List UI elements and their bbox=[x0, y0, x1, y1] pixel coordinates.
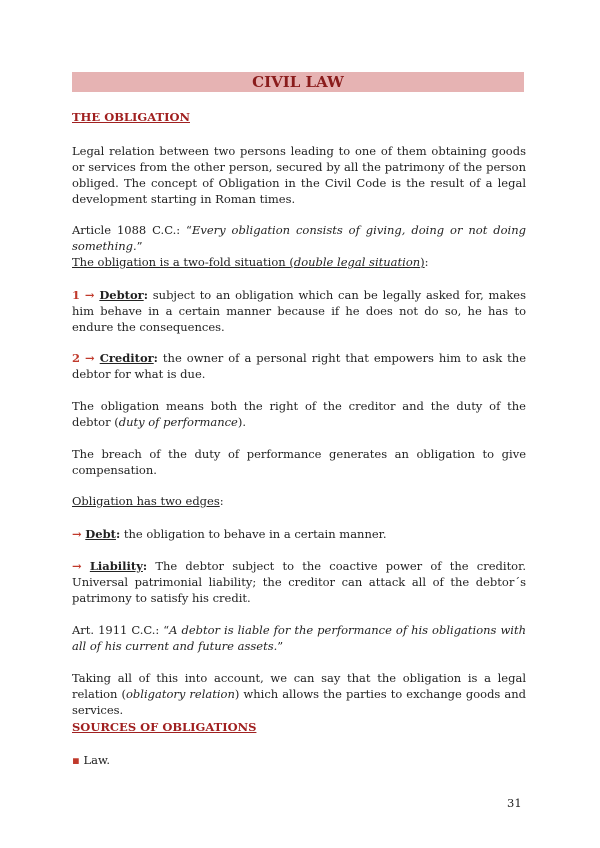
arrow-right-icon: → bbox=[85, 351, 95, 365]
creditor-colon: : bbox=[153, 351, 158, 365]
liability-term: Liability bbox=[89, 559, 143, 573]
section-heading-sources: SOURCES OF OBLIGATIONS bbox=[72, 720, 257, 734]
article-1911-suffix: ” bbox=[277, 639, 284, 653]
debtor-term: Debtor bbox=[99, 288, 144, 302]
twofold-colon: : bbox=[424, 255, 429, 269]
edges-colon: : bbox=[219, 494, 224, 508]
liability-text: The debtor subject to the coactive power of the creditor. Universal patrimonial liability; the creditor can attack all of the debtor´s patrimony to satisfy his credit. bbox=[72, 559, 526, 605]
debt-colon: : bbox=[115, 527, 121, 541]
paragraph-definition: Legal relation between two persons leading to one of them obtaining goods or services from the other person, secured by all the patrimony of the person obliged. The concept of Obligation in the Civil Code is the result of a legal development starting in Roman times. bbox=[72, 144, 526, 206]
arrow-right-icon: → bbox=[84, 288, 95, 302]
debtor-number: 1 bbox=[72, 288, 81, 302]
twofold-italic: double legal situation bbox=[293, 255, 421, 269]
paragraph-duty bbox=[72, 398, 526, 430]
creditor-number: 2 bbox=[72, 351, 81, 365]
article-1088-quote: Every obligation consists of giving, doing or not doing something. bbox=[72, 223, 526, 253]
arrow-right-icon: → bbox=[72, 527, 82, 541]
twofold-end: ) bbox=[420, 255, 425, 269]
page-number: 31 bbox=[507, 796, 522, 810]
conclusion-italic: obligatory relation bbox=[125, 687, 235, 701]
conclusion-end: ) which allows the parties to exchange goods and services. bbox=[72, 687, 526, 717]
creditor-text: the owner of a personal right that empowers him to ask the debtor for what is due. bbox=[72, 351, 527, 381]
twofold-intro bbox=[72, 254, 526, 270]
list-item-law bbox=[72, 752, 526, 768]
article-1911 bbox=[72, 622, 526, 654]
debtor-colon: : bbox=[143, 288, 148, 302]
article-1911-prefix: Art. 1911 C.C.: “ bbox=[72, 623, 170, 637]
twofold-text: The obligation is a two-fold situation ( bbox=[72, 255, 294, 269]
debt-text: the obligation to behave in a certain manner. bbox=[120, 527, 387, 541]
law-text: Law. bbox=[79, 753, 111, 767]
debtor-text: subject to an obligation which can be legally asked for, makes him behave in a certain manner because if he does not do so, he has to endure the consequences. bbox=[72, 288, 526, 334]
debtor-definition bbox=[72, 287, 526, 335]
section-heading-obligation: THE OBLIGATION bbox=[72, 110, 190, 124]
bullet-icon: ▪ bbox=[72, 753, 80, 767]
duty-end: ). bbox=[237, 415, 247, 429]
duty-text: The obligation means both the right of the creditor and the duty of the debtor ( bbox=[72, 399, 526, 429]
arrow-right-icon: → bbox=[72, 559, 82, 573]
conclusion-text: Taking all of this into account, we can say that the obligation is a legal relation ( bbox=[72, 671, 526, 701]
article-1088-prefix: Article 1088 C.C.: “ bbox=[72, 223, 192, 237]
debt-term: Debt bbox=[85, 527, 116, 541]
article-1088-suffix: ” bbox=[136, 239, 143, 253]
liability-definition bbox=[72, 558, 526, 606]
article-1911-quote: A debtor is liable for the performance of his obligations with all of his current and future assets. bbox=[72, 623, 526, 653]
creditor-term: Creditor bbox=[99, 351, 154, 365]
twofold-underlined bbox=[72, 255, 425, 269]
debt-definition bbox=[72, 526, 526, 542]
article-1088 bbox=[72, 222, 526, 254]
edges-intro bbox=[72, 493, 526, 509]
duty-italic: duty of performance bbox=[118, 415, 238, 429]
paragraph-conclusion bbox=[72, 670, 526, 718]
paragraph-breach: The breach of the duty of performance generates an obligation to give compensation. bbox=[72, 447, 526, 477]
liability-colon: : bbox=[142, 559, 148, 573]
page-title: CIVIL LAW bbox=[72, 72, 524, 92]
edges-text: Obligation has two edges bbox=[72, 494, 220, 508]
creditor-definition bbox=[72, 350, 526, 382]
